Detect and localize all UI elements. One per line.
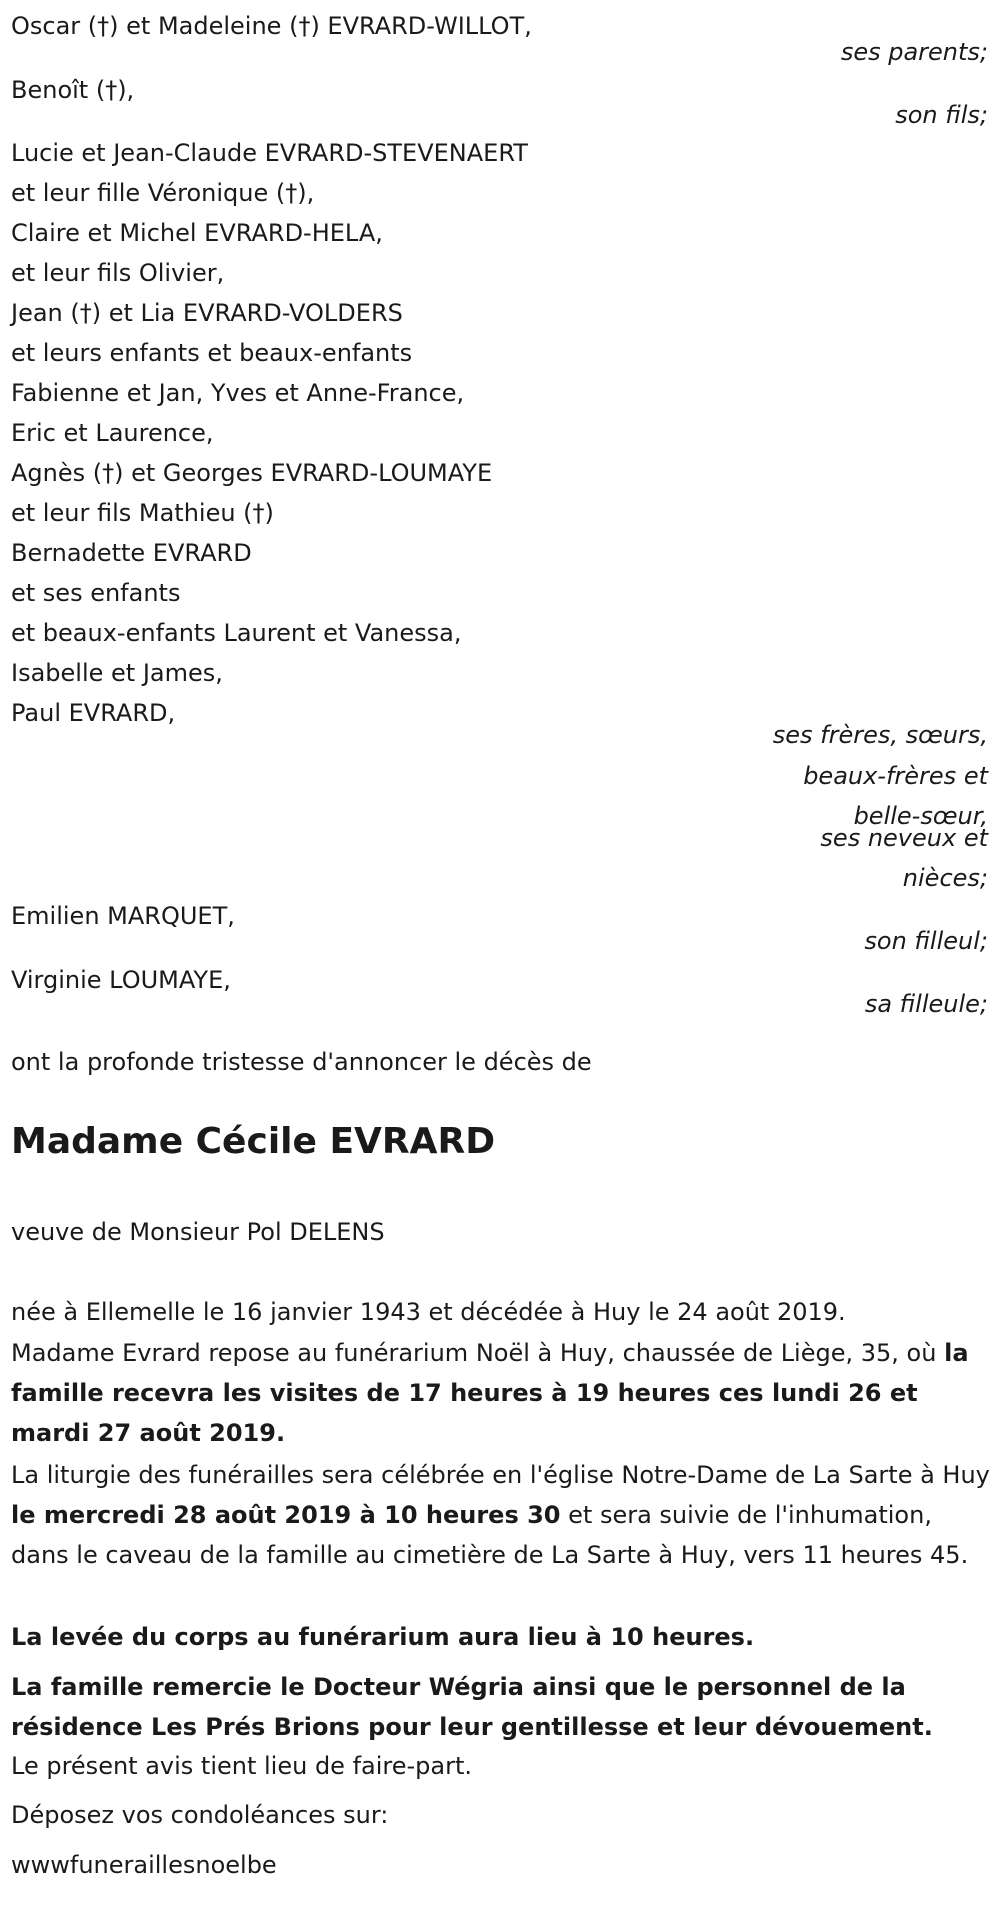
relation-label: sa filleule; xyxy=(864,990,988,1018)
family-line: et leurs enfants et beaux-enfants xyxy=(11,339,413,367)
family-line: Jean (†) et Lia EVRARD-VOLDERS xyxy=(11,299,403,327)
website-link[interactable]: wwwfuneraillesnoelbe xyxy=(11,1851,277,1879)
family-line: et leur fils Olivier, xyxy=(11,259,225,287)
family-line: Agnès (†) et Georges EVRARD-LOUMAYE xyxy=(11,459,493,487)
family-line: et leur fils Mathieu (†) xyxy=(11,499,274,527)
relation-label: ses parents; xyxy=(840,38,988,66)
relation-label: son filleul; xyxy=(864,927,988,955)
relation-label: belle-sœur, xyxy=(853,802,988,830)
family-line: Oscar (†) et Madeleine (†) EVRARD-WILLOT, xyxy=(11,12,532,40)
liturgy-text-2: et sera suivie de l'inhumation, dans le caveau de la famille au cimetière de La Sarte à Huy, vers 11 heures 45. xyxy=(11,1501,969,1569)
family-line: et ses enfants xyxy=(11,579,181,607)
birth-death-text: née à Ellemelle le 16 janvier 1943 et décédée à Huy le 24 août 2019. xyxy=(11,1298,846,1326)
visitation-text: Madame Evrard repose au funérarium Noël à Huy, chaussée de Liège, 35, où xyxy=(11,1339,937,1367)
visitation-bold: la famille recevra les visites de 17 heures à 19 heures ces lundi 26 et mardi 27 août 2019. xyxy=(11,1339,969,1447)
widow-of-text: veuve de Monsieur Pol DELENS xyxy=(11,1218,385,1246)
deceased-name: Madame Cécile EVRARD xyxy=(11,1121,496,1162)
family-line: Isabelle et James, xyxy=(11,659,223,687)
family-line: Virginie LOUMAYE, xyxy=(11,966,231,994)
family-line: Paul EVRARD, xyxy=(11,699,176,727)
family-line: et leur fille Véronique (†), xyxy=(11,179,315,207)
condolences-label: Déposez vos condoléances sur: xyxy=(11,1801,389,1829)
visitation-paragraph xyxy=(11,1333,991,1453)
liturgy-paragraph xyxy=(11,1455,991,1575)
levee-paragraph xyxy=(11,1617,991,1657)
thanks-paragraph xyxy=(11,1667,991,1747)
levee-text: La levée du corps au funérarium aura lieu à 10 heures. xyxy=(11,1623,755,1651)
family-line: Fabienne et Jan, Yves et Anne-France, xyxy=(11,379,465,407)
liturgy-bold: le mercredi 28 août 2019 à 10 heures 30 xyxy=(11,1501,561,1529)
relation-label: son fils; xyxy=(895,101,988,129)
family-line: Lucie et Jean-Claude EVRARD-STEVENAERT xyxy=(11,139,528,167)
family-line: Emilien MARQUET, xyxy=(11,902,235,930)
family-line: Eric et Laurence, xyxy=(11,419,214,447)
relation-label: beaux-frères et xyxy=(803,762,988,790)
family-line: Bernadette EVRARD xyxy=(11,539,252,567)
notice-text: Le présent avis tient lieu de faire-part. xyxy=(11,1752,473,1780)
announcement-text: ont la profonde tristesse d'annoncer le décès de xyxy=(11,1048,592,1076)
family-line: et beaux-enfants Laurent et Vanessa, xyxy=(11,619,462,647)
relation-label: ses neveux et xyxy=(820,824,988,852)
family-line: Benoît (†), xyxy=(11,76,135,104)
family-line: Claire et Michel EVRARD-HELA, xyxy=(11,219,383,247)
liturgy-text-1: La liturgie des funérailles sera célébrée en l'église Notre-Dame de La Sarte à Huy xyxy=(11,1461,990,1489)
relation-label: nièces; xyxy=(902,864,988,892)
relation-label: ses frères, sœurs, xyxy=(772,721,988,749)
thanks-text: La famille remercie le Docteur Wégria ainsi que le personnel de la résidence Les Prés Brions pour leur gentillesse et leur dévouement. xyxy=(11,1673,933,1741)
